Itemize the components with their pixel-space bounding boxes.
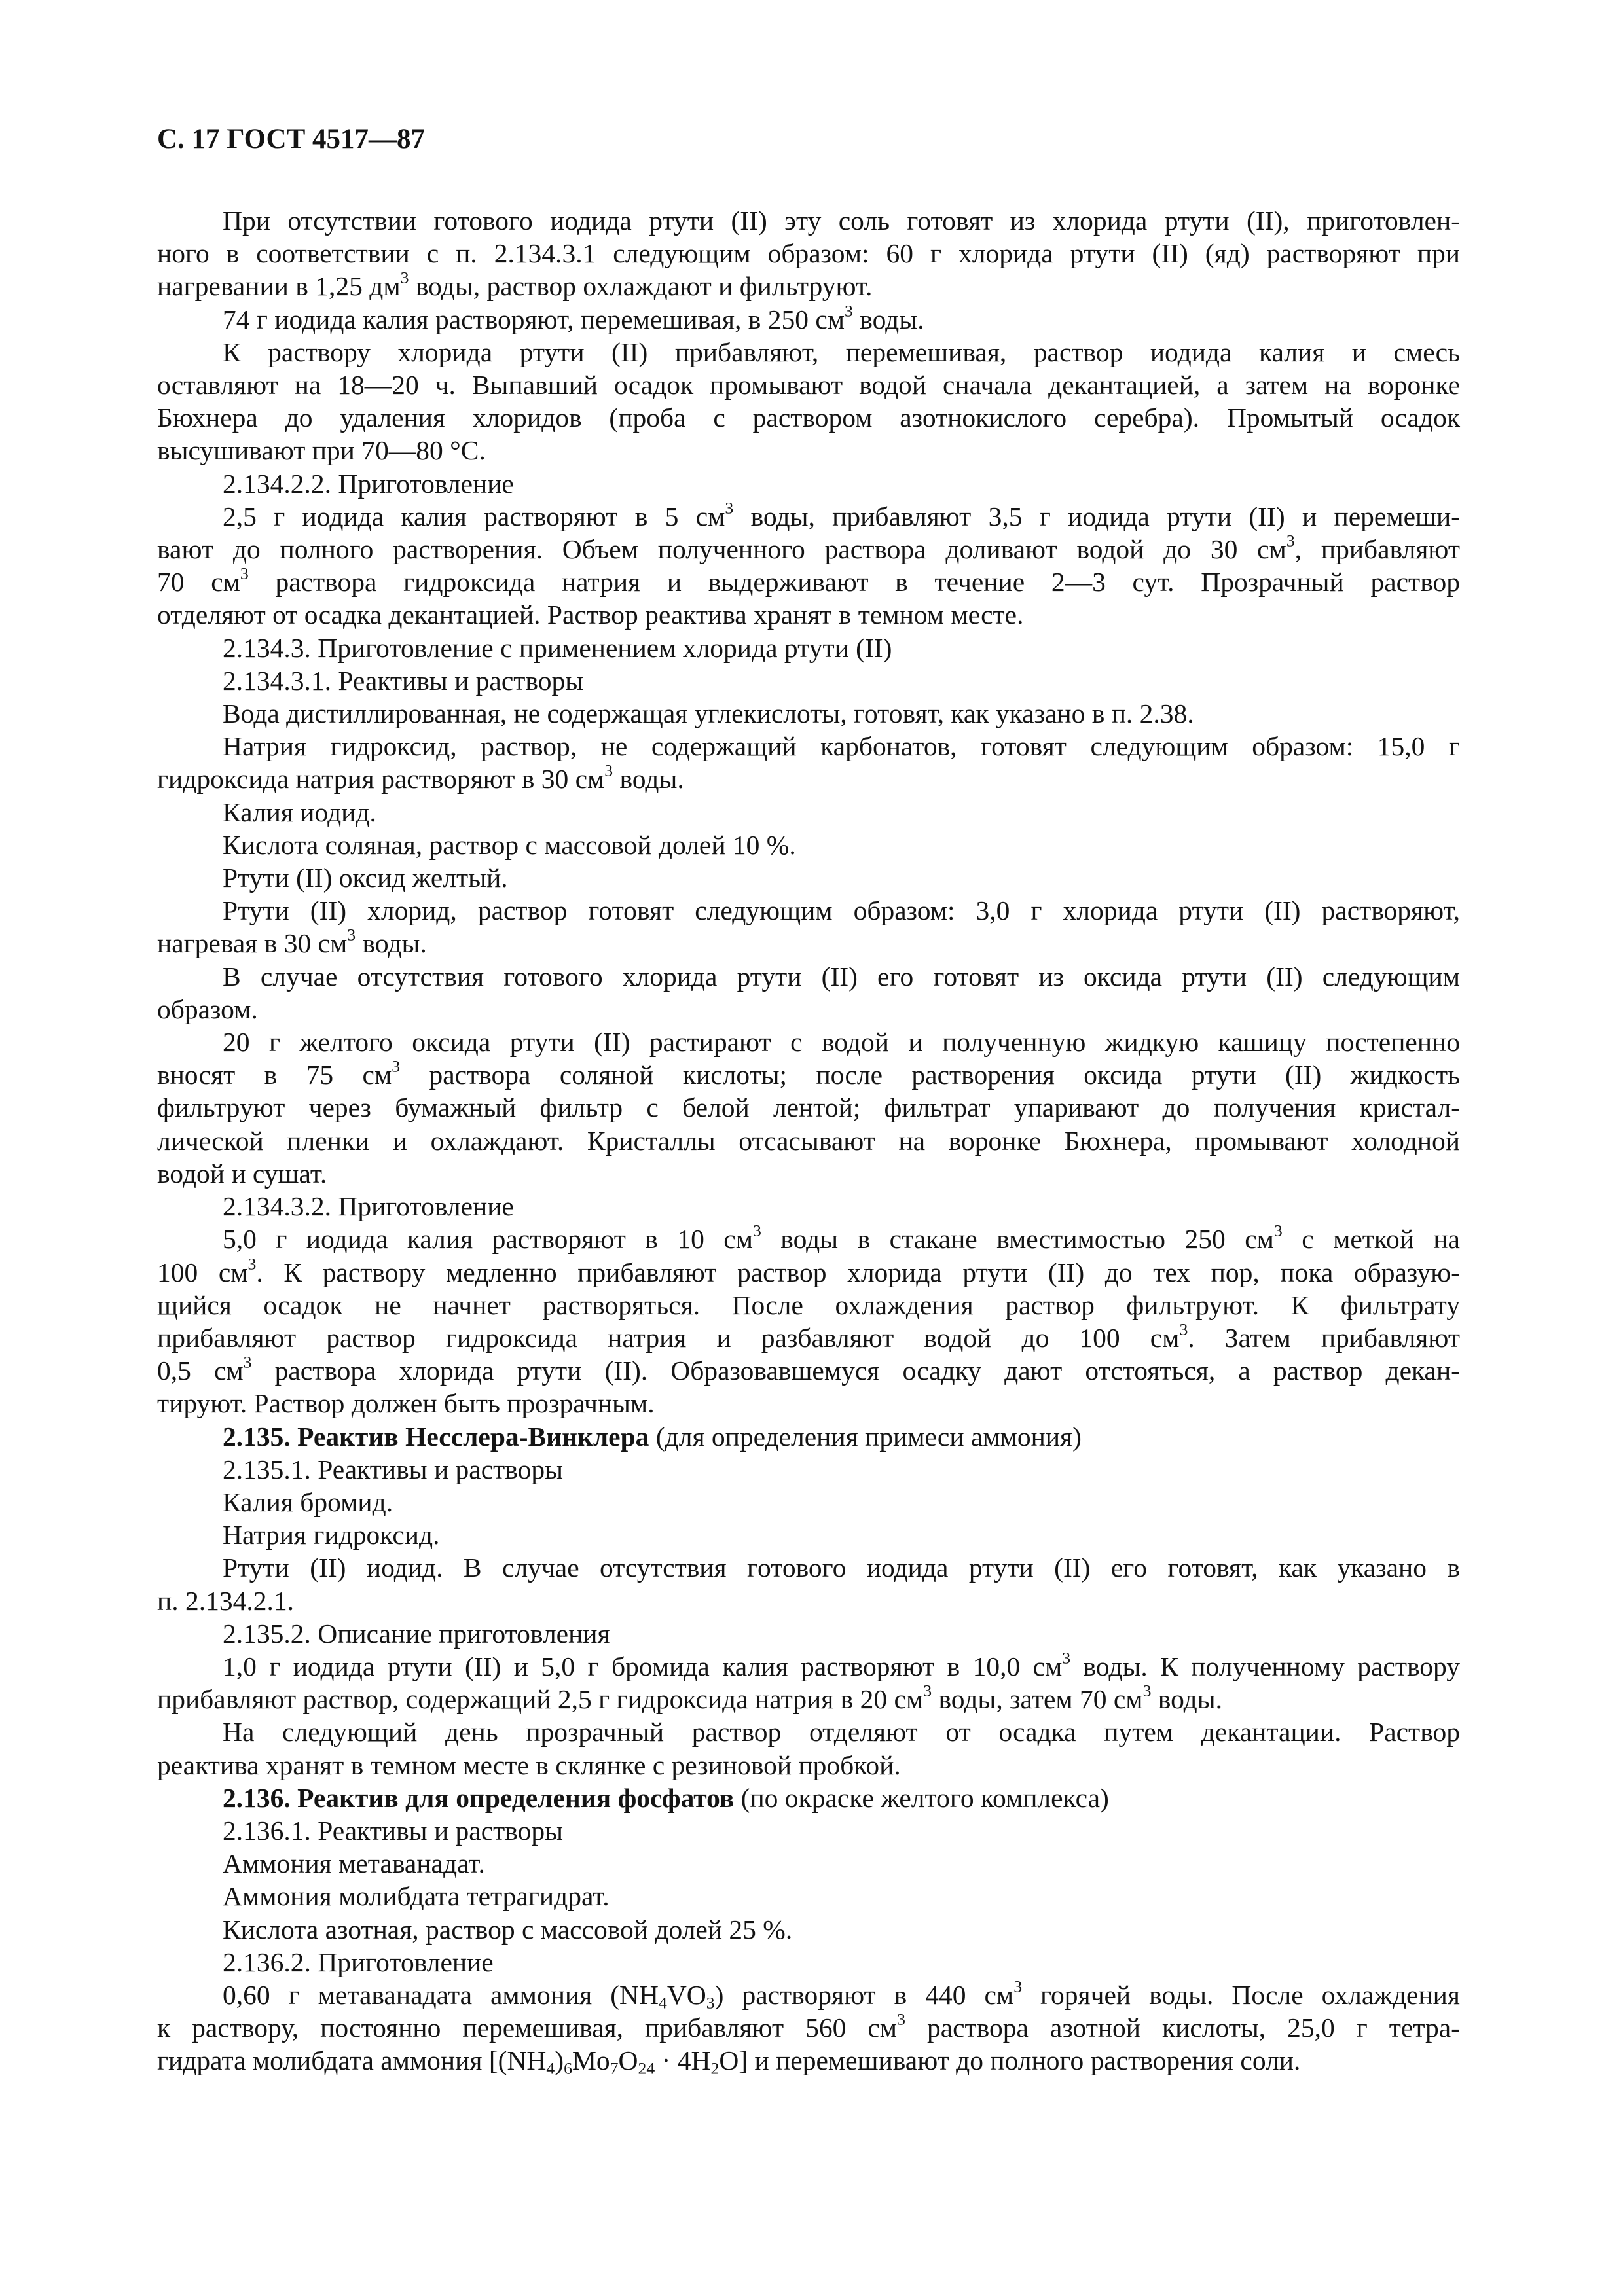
text-line: к раствору, постоянно перемешивая, прибавляют 560 $см^3$ раствора азотной кислоты, 25,0 г тетра- [157,2009,1460,2043]
text-line: реактива хранят в темном месте в склянке с резиновой пробкой. [157,1749,901,1780]
text-line: В случае отсутствия готового хлорида ртути (II) его готовят из оксида ртути (II) следующим [223,961,1460,992]
paragraph [157,303,1460,336]
text-line: Аммония метаванадат. [223,1848,485,1879]
text-line: 1,0 г иодида ртути (II) и 5,0 г бромида калия растворяют в 10,0 $см^3$ воды. К полученному раствору [223,1648,1460,1681]
text-line: прибавляют раствор, содержащий 2,5 г гидроксида натрия в 20 $см^3$ воды, затем 70 $см^3$ воды. [157,1681,1223,1715]
text-line: 2.136.2. Приготовление [223,1946,494,1977]
page-header: С. 17 ГОСТ 4517—87 [157,124,426,154]
text-line: вают до полного растворения. Объем полученного раствора доливают водой до 30 $см^3$, прибавляют [157,531,1460,565]
text-line: Натрия гидроксид, раствор, не содержащий карбонатов, готовят следующим образом: 15,0 г [223,731,1460,762]
text-line: 2.134.3.1. Реактивы и растворы [223,665,584,696]
paragraph [157,697,1460,730]
text-line: 2,5 г иодида калия растворяют в 5 $см^3$ воды, прибавляют 3,5 г иодида ртути (II) и перемеши- [223,498,1460,531]
paragraph [157,467,1460,500]
paragraph [157,1880,1460,1912]
document-page [157,123,1460,2077]
paragraph [157,1782,1460,1814]
text-line: щийся осадок не начнет растворяться. После охлаждения раствор фильтруют. К фильтрату [157,1289,1460,1320]
text-line: Бюхнера до удаления хлоридов (проба с раствором азотнокислого серебра). Промытый осадок [157,403,1460,433]
paragraph [157,664,1460,697]
paragraph [157,1453,1460,1486]
paragraph [157,1420,1460,1453]
paragraph [157,500,1460,632]
paragraph [157,336,1460,467]
text-line: 2.136.1. Реактивы и растворы [223,1815,563,1846]
text-line: При отсутствии готового иодида ртути (II) эту соль готовят из хлорида ртути (II), приготовлен- [223,206,1460,236]
paragraph [157,894,1460,960]
text-line: 2.135.1. Реактивы и растворы [223,1454,563,1484]
text-line: 20 г желтого оксида ртути (II) растирают с водой и полученную жидкую кашицу постепенно [223,1027,1460,1058]
text-line: п. 2.134.2.1. [157,1585,294,1616]
paragraph [157,204,1460,303]
text-line: тируют. Раствор должен быть прозрачным. [157,1388,655,1419]
paragraph [157,632,1460,664]
paragraph [157,829,1460,861]
paragraph [157,1026,1460,1190]
text-line: водой и сушат. [157,1158,327,1189]
text-line: гидроксида натрия растворяют в 30 $см^3$ воды. [157,761,684,795]
text-line: вносят в 75 $см^3$ раствора соляной кислоты; после растворения оксида ртути (II) жидкость [157,1056,1461,1090]
text-line: 0,60 г метаванадата аммония $(NH_4VO_3)$ растворяют в 440 $см^3$ горячей воды. После охлаждения [223,1977,1460,2013]
paragraph [157,1913,1460,1946]
document-body [157,204,1460,2077]
section-heading: 2.135. Реактив Несслера-Винклера [223,1421,649,1452]
paragraph [157,861,1460,894]
paragraph [157,1518,1460,1551]
paragraph [157,1715,1460,1781]
paragraph [157,1946,1460,1979]
text-line: 2.134.3.2. Приготовление [223,1191,514,1222]
text-line: 2.134.3. Приготовление с применением хлорида ртути (II) [223,632,892,663]
text-line: высушивают при 70—80 °С. [157,435,486,466]
text-line: 74 г иодида калия растворяют, перемешивая, в 250 $см^3$ воды. [223,301,924,334]
text-line: ного в соответствии с п. 2.134.3.1 следующим образом: 60 г хлорида ртути (II) (яд) растворяют при [157,238,1460,269]
text-line: Ртути (II) оксид желтый. [223,863,508,893]
text-line: Калия бромид. [223,1486,393,1517]
text-line: гидрата молибдата аммония $[(NH_4)_6Mo_7O_{24} \cdot 4H_2O]$ и перемешивают до полного растворения соли. [157,2045,1301,2078]
text-line: нагревании в 1,25 $дм^3$ воды, раствор охлаждают и фильтруют. [157,268,873,302]
text-line: 2.135. Реактив Несслера-Винклера (для определения примеси аммония) [223,1421,1082,1452]
text-line: фильтруют через бумажный фильтр с белой лентой; фильтрат упаривают до получения кристал- [157,1092,1460,1123]
text-line: Ртути (II) иодид. В случае отсутствия готового иодида ртути (II) его готовят, как указано в [223,1552,1460,1583]
text-line: Калия иодид. [223,797,376,827]
text-line: образом. [157,994,258,1024]
paragraph [157,796,1460,829]
text-line: прибавляют раствор гидроксида натрия и разбавляют водой до 100 $см^3$. Затем прибавляют [157,1319,1460,1353]
text-line: Кислота соляная, раствор с массовой долей 10 %. [223,829,796,860]
text-line: 70 $см^3$ раствора гидроксида натрия и выдерживают в течение 2—3 сут. Прозрачный раствор [157,564,1461,598]
text-line: 2.134.2.2. Приготовление [223,468,514,499]
paragraph [157,960,1460,1026]
text-line: Аммония молибдата тетрагидрат. [223,1881,610,1912]
paragraph [157,1190,1460,1223]
text-line: 0,5 $см^3$ раствора хлорида ртути (II). Образовавшемуся осадку дают отстояться, а раствор декан- [157,1352,1460,1386]
text-line: Ртути (II) хлорид, раствор готовят следующим образом: 3,0 г хлорида ртути (II) растворяют, [223,895,1460,926]
text-line: лической пленки и охлаждают. Кристаллы отсасывают на воронке Бюхнера, промывают холодной [157,1125,1460,1156]
text-line: оставляют на 18—20 ч. Выпавший осадок промывают водой сначала декантацией, а затем на воронке [157,370,1460,401]
paragraph [157,1814,1460,1847]
paragraph [157,1486,1460,1518]
text-line: Натрия гидроксид. [223,1520,440,1551]
paragraph [157,1551,1460,1617]
text-line: 100 $см^3$. К раствору медленно прибавляют раствор хлорида ртути (II) до тех пор, пока образую- [157,1253,1460,1287]
section-heading: 2.136. Реактив для определения фосфатов [223,1782,735,1813]
text-line: 2.136. Реактив для определения фосфатов (по окраске желтого комплекса) [223,1782,1109,1813]
text-line: К раствору хлорида ртути (II) прибавляют, перемешивая, раствор иодида калия и смесь [223,336,1460,367]
text-line: Кислота азотная, раствор с массовой долей 25 %. [223,1914,793,1945]
paragraph [157,1223,1460,1420]
text-line: На следующий день прозрачный раствор отделяют от осадка путем декантации. Раствор [223,1717,1460,1748]
paragraph [157,730,1460,795]
text-line: 5,0 г иодида калия растворяют в 10 $см^3$ воды в стакане вместимостью 250 $см^3$ с меткой на [223,1221,1460,1255]
paragraph [157,1650,1460,1715]
text-line: Вода дистиллированная, не содержащая углекислоты, готовят, как указано в п. 2.38. [223,698,1194,729]
paragraph [157,1979,1460,2077]
text-line: отделяют от осадка декантацией. Раствор реактива хранят в темном месте. [157,600,1024,630]
paragraph [157,1617,1460,1650]
text-line: 2.135.2. Описание приготовления [223,1618,610,1649]
text-line: нагревая в 30 $см^3$ воды. [157,925,427,959]
paragraph [157,1847,1460,1880]
